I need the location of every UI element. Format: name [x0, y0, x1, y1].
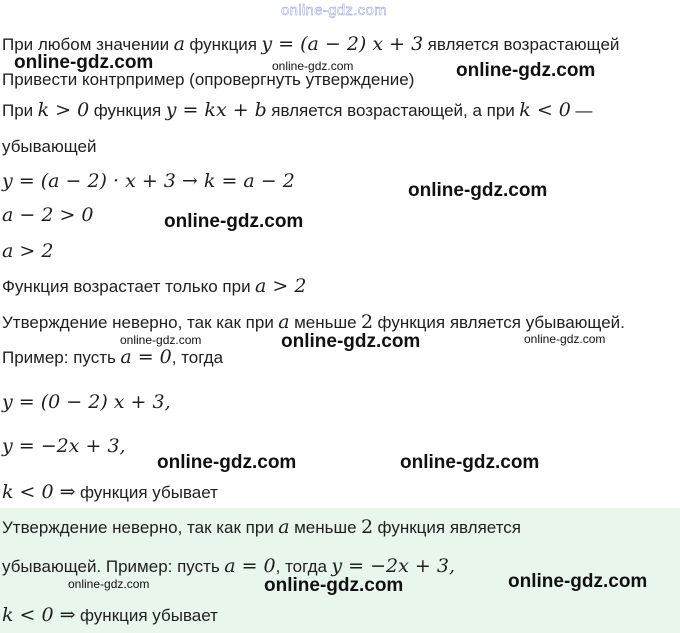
math-chain: y = (a − 2) · x + 3 → k = a − 2 — [2, 170, 295, 192]
inequality-2: a > 2 — [2, 240, 54, 262]
watermark: online-gdz.com — [456, 60, 596, 81]
decreasing-line: k < 0 ⇒ функция убывает — [2, 481, 218, 503]
verdict-line: Утверждение неверно, так как при a меньше 2 функция является убывающей. — [2, 311, 625, 333]
rule-line-end: убывающей — [2, 137, 97, 156]
top-watermark: online-gdz.com — [281, 2, 387, 19]
watermark-small: online-gdz.com — [120, 333, 202, 347]
statement-line: При любом значении a функция y = (a − 2) x + 3 является возрастающей — [2, 33, 620, 55]
example-result: y = −2x + 3, — [2, 435, 126, 457]
watermark-small: online-gdz.com — [524, 332, 606, 346]
example-equation: y = (0 − 2) x + 3, — [2, 391, 171, 413]
watermark-small: online-gdz.com — [272, 59, 354, 73]
watermark: online-gdz.com — [264, 575, 404, 596]
example-line: Пример: пусть a = 0, тогда — [2, 346, 224, 368]
task-line: Привести контрпример (опровергнуть утверждение) — [2, 70, 415, 89]
answer-line-3: k < 0 ⇒ функция убывает — [2, 604, 218, 626]
rule-line: При k > 0 функция y = kx + b является возрастающей, а при k < 0 — — [2, 99, 593, 121]
inequality-1: a − 2 > 0 — [2, 204, 94, 226]
watermark: online-gdz.com — [400, 452, 540, 473]
answer-line-1: Утверждение неверно, так как при a меньше 2 функция является — [2, 516, 521, 538]
watermark: online-gdz.com — [408, 180, 548, 201]
watermark-small: online-gdz.com — [68, 577, 150, 591]
watermark: online-gdz.com — [164, 211, 304, 232]
conclusion-line: Функция возрастает только при a > 2 — [2, 275, 307, 297]
answer-line-2: убывающей. Пример: пусть a = 0, тогда y = −2x + 3, — [2, 555, 455, 577]
watermark: online-gdz.com — [157, 452, 297, 473]
watermark: online-gdz.com — [508, 571, 648, 592]
watermark: online-gdz.com — [14, 52, 154, 73]
watermark: online-gdz.com — [281, 331, 421, 352]
